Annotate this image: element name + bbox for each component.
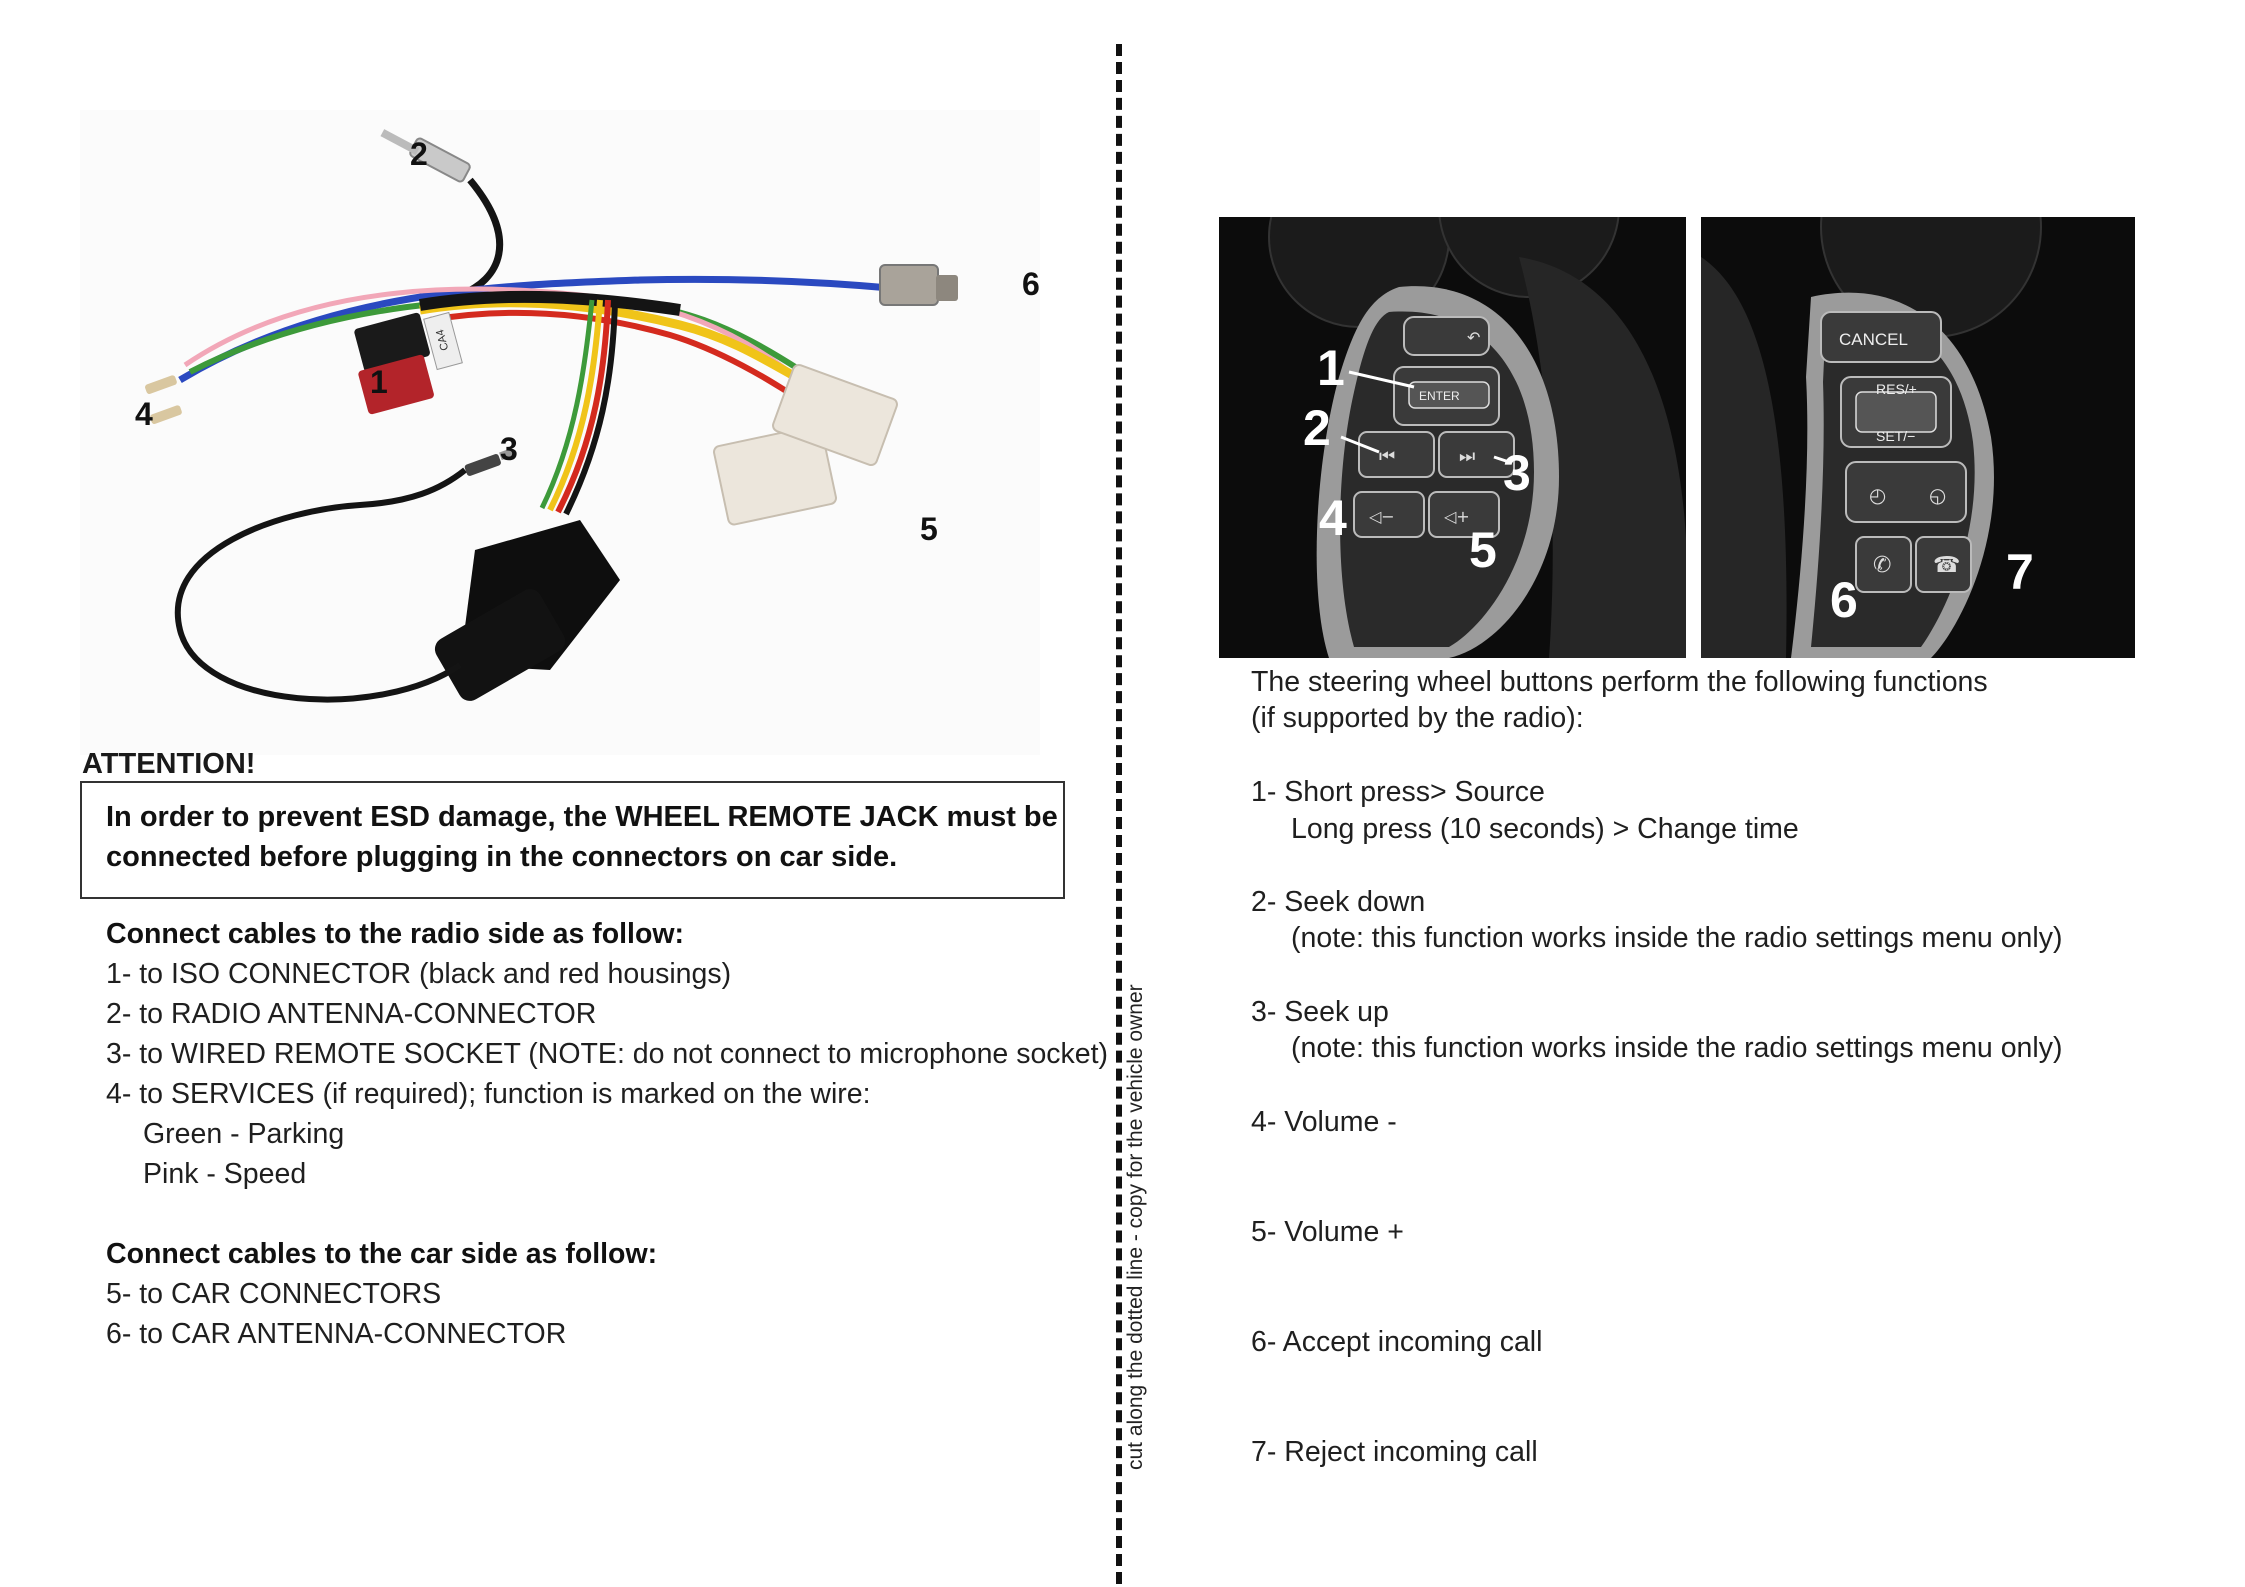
radio-side-subitem: Pink - Speed [143,1158,307,1190]
wheel-callout-5: 5 [1469,522,1497,578]
radio-side-item: 1- to ISO CONNECTOR (black and red housings) [106,958,732,990]
functions-intro: (if supported by the radio): [1251,702,1584,734]
callout-2: 2 [410,136,428,172]
attention-heading: ATTENTION! [82,748,256,780]
callout-1: 1 [370,364,388,400]
reject-call-icon: ☎ [1933,553,1961,578]
volume-down-icon: ◁− [1369,507,1395,526]
function-item: 2- Seek down [1251,886,1426,918]
radio-side-item: 2- to RADIO ANTENNA-CONNECTOR [106,998,597,1030]
wheel-callout-4: 4 [1319,490,1347,546]
accept-call-icon: ✆ [1873,553,1892,578]
warning-line: connected before plugging in the connectors on car side. [106,841,898,873]
steering-wheel-right-photo [1701,217,2135,658]
function-item: 5- Volume + [1251,1216,1404,1248]
wheel-callout-6: 6 [1830,572,1858,628]
volume-up-icon: ◁+ [1444,507,1470,526]
function-note: (note: this function works inside the radio settings menu only) [1291,922,2063,954]
callout-5: 5 [920,511,938,547]
seek-up-icon: ⏭ [1459,446,1476,467]
callout-6: 6 [1022,266,1040,302]
speed-limiter-icon: ◴ [1869,483,1887,507]
wheel-callout-1: 1 [1317,340,1345,396]
set-minus-label: SET/− [1876,428,1916,444]
radio-side-heading: Connect cables to the radio side as follow: [106,918,685,950]
steering-wheel-left-photo [1219,217,1686,658]
function-item: 6- Accept incoming call [1251,1326,1543,1358]
esd-warning-box [80,781,1065,899]
seek-down-icon: ⏮ [1379,446,1396,467]
functions-intro: The steering wheel buttons perform the following functions [1251,666,1988,698]
car-side-item: 6- to CAR ANTENNA-CONNECTOR [106,1318,567,1350]
wheel-callout-2: 2 [1303,400,1331,456]
callout-3: 3 [500,431,518,467]
radio-side-item: 3- to WIRED REMOTE SOCKET (NOTE: do not connect to microphone socket) [106,1038,1109,1070]
function-item: 4- Volume - [1251,1106,1397,1138]
radio-side-subitem: Green - Parking [143,1118,345,1150]
wiring-harness-photo [80,110,1040,755]
radio-side-item: 4- to SERVICES (if required); function is marked on the wire: [106,1078,871,1110]
connector-label: CA4 [434,328,452,352]
car-side-item: 5- to CAR CONNECTORS [106,1278,442,1310]
function-item: 3- Seek up [1251,996,1389,1028]
function-item: 1- Short press> Source [1251,776,1545,808]
enter-label: ENTER [1419,389,1460,403]
function-note: Long press (10 seconds) > Change time [1291,813,1799,845]
cruise-control-icon: ◵ [1929,483,1947,507]
car-side-heading: Connect cables to the car side as follow: [106,1238,658,1270]
function-item: 7- Reject incoming call [1251,1436,1538,1468]
function-note: (note: this function works inside the radio settings menu only) [1291,1032,2063,1064]
back-icon: ↶ [1467,328,1481,347]
wheel-callout-3: 3 [1503,445,1531,501]
cancel-label: CANCEL [1839,330,1908,349]
cut-caption: cut along the dotted line - copy for the vehicle owner [1124,984,1147,1470]
warning-line: In order to prevent ESD damage, the WHEEL REMOTE JACK must be [106,801,1058,833]
wheel-callout-7: 7 [2006,544,2034,600]
callout-4: 4 [135,396,153,432]
res-plus-label: RES/+ [1876,381,1917,397]
